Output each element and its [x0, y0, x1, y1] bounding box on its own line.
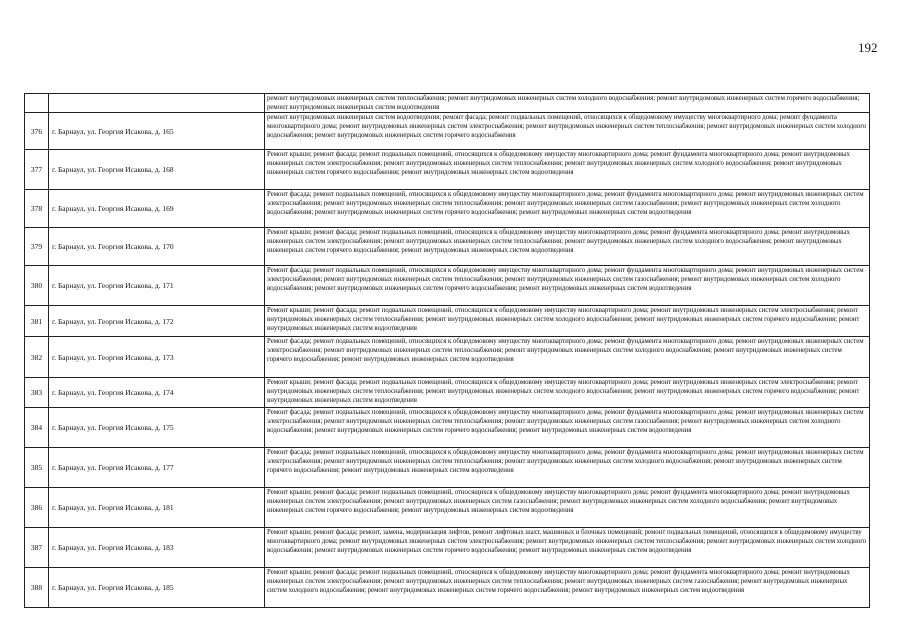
- address-cell: г. Барнаул, ул. Георгия Исакова, д. 173: [49, 337, 265, 378]
- row-number-cell: [25, 94, 49, 113]
- table-row: [25, 94, 870, 113]
- row-number-cell: 384: [25, 408, 49, 448]
- address-cell: г. Барнаул, ул. Георгия Исакова, д. 170: [49, 228, 265, 266]
- table-row: [25, 378, 870, 408]
- address-cell: г. Барнаул, ул. Георгия Исакова, д. 181: [49, 488, 265, 528]
- works-cell: Ремонт крыши; ремонт фасада; ремонт подвальных помещений, относящихся к общедомовому имуществу многоквартирного дома; ремонт фундамента многоквартирного дома; ремонт внутридомовых инженерных систем электроснабжения; ремонт внутридомовых инженерных систем теплоснабжения; ремонт внутридомовых инженерных систем газоснабжения; ремонт внутридомовых инженерных систем холодного водоснабжения; ремонт внутридомовых инженерных систем горячего водоснабжения; ремонт внутридомовых инженерных систем водоотведения: [265, 568, 870, 608]
- table-row: [25, 150, 870, 190]
- works-cell: Ремонт фасада; ремонт подвальных помещений, относящихся к общедомовому имуществу многоквартирного дома; ремонт фундамента многоквартирного дома; ремонт внутридомовых инженерных систем электроснабжения; ремонт внутридомовых инженерных систем теплоснабжения; ремонт внутридомовых инженерных систем газоснабжения; ремонт внутридомовых инженерных систем холодного водоснабжения; ремонт внутридомовых инженерных систем горячего водоснабжения; ремонт внутридомовых инженерных систем водоотведения: [265, 408, 870, 448]
- row-number-cell: 387: [25, 528, 49, 568]
- works-cell: Ремонт крыши; ремонт фасада; ремонт подвальных помещений, относящихся к общедомовому имуществу многоквартирного дома; ремонт фундамента многоквартирного дома; ремонт внутридомовых инженерных систем электроснабжения; ремонт внутридомовых инженерных систем газоснабжения; ремонт внутридомовых инженерных систем холодного водоснабжения; ремонт внутридомовых инженерных систем горячего водоснабжения; ремонт внутридомовых инженерных систем водоотведения: [265, 488, 870, 528]
- row-number-cell: 376: [25, 113, 49, 150]
- works-cell: Ремонт фасада; ремонт подвальных помещений, относящихся к общедомовому имуществу многоквартирного дома; ремонт фундамента многоквартирного дома; ремонт внутридомовых инженерных систем электроснабжения; ремонт внутридомовых инженерных систем теплоснабжения; ремонт внутридомовых инженерных систем газоснабжения; ремонт внутридомовых инженерных систем холодного водоснабжения; ремонт внутридомовых инженерных систем горячего водоснабжения; ремонт внутридомовых инженерных систем водоотведения: [265, 190, 870, 228]
- works-cell: ремонт внутридомовых инженерных систем водоотведения; ремонт фасада; ремонт подвальных помещений, относящихся к общедомовому имуществу многоквартирного дома; ремонт фундамента многоквартирного дома; ремонт внутридомовых инженерных систем электроснабжения; ремонт внутридомовых инженерных систем теплоснабжения; ремонт внутридомовых инженерных систем холодного водоснабжения; ремонт внутридомовых инженерных систем горячего водоснабжения: [265, 113, 870, 150]
- table-row: [25, 408, 870, 448]
- address-cell: г. Барнаул, ул. Георгия Исакова, д. 174: [49, 378, 265, 408]
- works-cell: Ремонт фасада; ремонт подвальных помещений, относящихся к общедомовому имуществу многоквартирного дома; ремонт фундамента многоквартирного дома; ремонт внутридомовых инженерных систем электроснабжения; ремонт внутридомовых инженерных систем теплоснабжения; ремонт внутридомовых инженерных систем холодного водоснабжения; ремонт внутридомовых инженерных систем горячего водоснабжения; ремонт внутридомовых инженерных систем водоотведения: [265, 337, 870, 378]
- row-number-cell: 380: [25, 266, 49, 306]
- page-number: 192: [858, 40, 878, 55]
- row-number-cell: 379: [25, 228, 49, 266]
- row-number-cell: 381: [25, 306, 49, 337]
- table-row: [25, 266, 870, 306]
- address-cell: г. Барнаул, ул. Георгия Исакова, д. 185: [49, 568, 265, 608]
- repair-table-body: [25, 94, 870, 608]
- works-cell: ремонт внутридомовых инженерных систем теплоснабжения; ремонт внутридомовых инженерных систем холодного водоснабжения; ремонт внутридомовых инженерных систем горячего водоснабжения; ремонт внутридомовых инженерных систем водоотведения: [265, 94, 870, 113]
- row-number-cell: 383: [25, 378, 49, 408]
- works-cell: Ремонт крыши; ремонт фасада; ремонт подвальных помещений, относящихся к общедомовому имуществу многоквартирного дома; ремонт внутридомовых инженерных систем электроснабжения; ремонт внутридомовых инженерных систем теплоснабжения; ремонт внутридомовых инженерных систем холодного водоснабжения; ремонт внутридомовых инженерных систем горячего водоснабжения; ремонт внутридомовых инженерных систем водоотведения: [265, 378, 870, 408]
- address-cell: г. Барнаул, ул. Георгия Исакова, д. 172: [49, 306, 265, 337]
- works-cell: Ремонт фасада; ремонт подвальных помещений, относящихся к общедомовому имуществу многоквартирного дома; ремонт фундамента многоквартирного дома; ремонт внутридомовых инженерных систем электроснабжения; ремонт внутридомовых инженерных систем теплоснабжения; ремонт внутридомовых инженерных систем газоснабжения; ремонт внутридомовых инженерных систем холодного водоснабжения; ремонт внутридомовых инженерных систем горячего водоснабжения; ремонт внутридомовых инженерных систем водоотведения: [265, 266, 870, 306]
- table-row: [25, 448, 870, 488]
- works-cell: Ремонт крыши; ремонт фасада; ремонт подвальных помещений, относящихся к общедомовому имуществу многоквартирного дома; ремонт фундамента многоквартирного дома; ремонт внутридомовых инженерных систем электроснабжения; ремонт внутридомовых инженерных систем теплоснабжения; ремонт внутридомовых инженерных систем холодного водоснабжения; ремонт внутридомовых инженерных систем горячего водоснабжения; ремонт внутридомовых инженерных систем водоотведения: [265, 150, 870, 190]
- repair-table: [24, 93, 870, 608]
- table-row: [25, 113, 870, 150]
- row-number-cell: 382: [25, 337, 49, 378]
- address-cell: [49, 94, 265, 113]
- table-row: [25, 190, 870, 228]
- table-row: [25, 306, 870, 337]
- address-cell: г. Барнаул, ул. Георгия Исакова, д. 183: [49, 528, 265, 568]
- table-row: [25, 528, 870, 568]
- address-cell: г. Барнаул, ул. Георгия Исакова, д. 169: [49, 190, 265, 228]
- address-cell: г. Барнаул, ул. Георгия Исакова, д. 165: [49, 113, 265, 150]
- row-number-cell: 378: [25, 190, 49, 228]
- row-number-cell: 385: [25, 448, 49, 488]
- table-row: [25, 337, 870, 378]
- address-cell: г. Барнаул, ул. Георгия Исакова, д. 175: [49, 408, 265, 448]
- table-row: [25, 228, 870, 266]
- row-number-cell: 386: [25, 488, 49, 528]
- works-cell: Ремонт крыши; ремонт фасада; ремонт подвальных помещений, относящихся к общедомовому имуществу многоквартирного дома; ремонт фундамента многоквартирного дома; ремонт внутридомовых инженерных систем электроснабжения; ремонт внутридомовых инженерных систем теплоснабжения; ремонт внутридомовых инженерных систем холодного водоснабжения; ремонт внутридомовых инженерных систем горячего водоснабжения; ремонт внутридомовых инженерных систем водоотведения: [265, 228, 870, 266]
- table-row: [25, 568, 870, 608]
- works-cell: Ремонт крыши; ремонт фасада; ремонт подвальных помещений, относящихся к общедомовому имуществу многоквартирного дома; ремонт внутридомовых инженерных систем электроснабжения; ремонт внутридомовых инженерных систем теплоснабжения; ремонт внутридомовых инженерных систем холодного водоснабжения; ремонт внутридомовых инженерных систем горячего водоснабжения; ремонт внутридомовых инженерных систем водоотведения: [265, 306, 870, 337]
- table-row: [25, 488, 870, 528]
- works-cell: Ремонт крыши; ремонт фасада; ремонт, замена, модернизация лифтов, ремонт лифтовых шахт, машинных и блочных помещений; ремонт подвальных помещений, относящихся к общедомовому имуществу многоквартирного дома; ремонт внутридомовых инженерных систем электроснабжения; ремонт внутридомовых инженерных систем теплоснабжения; ремонт внутридомовых инженерных систем холодного водоснабжения; ремонт внутридомовых инженерных систем горячего водоснабжения; ремонт внутридомовых инженерных систем водоотведения: [265, 528, 870, 568]
- address-cell: г. Барнаул, ул. Георгия Исакова, д. 177: [49, 448, 265, 488]
- row-number-cell: 377: [25, 150, 49, 190]
- address-cell: г. Барнаул, ул. Георгия Исакова, д. 171: [49, 266, 265, 306]
- works-cell: Ремонт фасада; ремонт подвальных помещений, относящихся к общедомовому имуществу многоквартирного дома; ремонт фундамента многоквартирного дома; ремонт внутридомовых инженерных систем электроснабжения; ремонт внутридомовых инженерных систем теплоснабжения; ремонт внутридомовых инженерных систем холодного водоснабжения; ремонт внутридомовых инженерных систем горячего водоснабжения; ремонт внутридомовых инженерных систем водоотведения: [265, 448, 870, 488]
- address-cell: г. Барнаул, ул. Георгия Исакова, д. 168: [49, 150, 265, 190]
- row-number-cell: 388: [25, 568, 49, 608]
